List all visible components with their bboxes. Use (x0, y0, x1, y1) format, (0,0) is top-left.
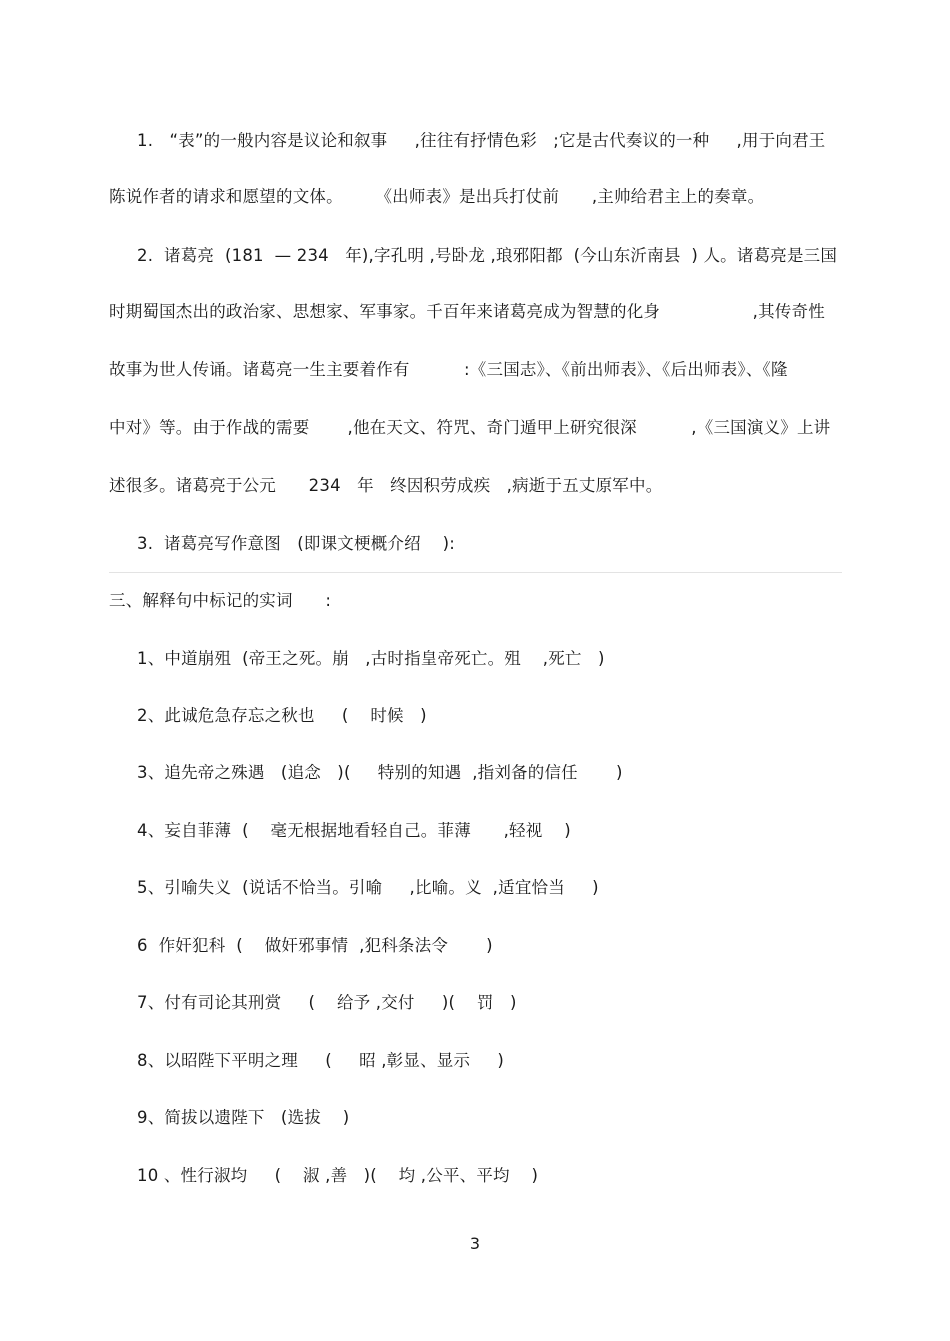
section-divider (109, 572, 842, 573)
list-item: 3、追先帝之殊遇 (追念 )( 特别的知遇 ,指刘备的信任 ) (137, 763, 623, 782)
paragraph-1-line-2: 陈说作者的请求和愿望的文体。 《出师表》是出兵打仗前 ,主帅给君主上的奏章。 (109, 187, 765, 206)
paragraph-2-line-1: 2. 诸葛亮 (181 — 234 年),字孔明 ,号卧龙 ,琅邪阳都 (今山东沂南县 ) 人。诸葛亮是三国 (137, 246, 838, 265)
list-item: 8、以昭陛下平明之理 ( 昭 ,彰显、显示 ) (137, 1051, 505, 1070)
section-3-heading: 三、解释句中标记的实词 : (109, 591, 332, 610)
paragraph-2-line-3: 故事为世人传诵。诸葛亮一生主要着作有 :《三国志》、《前出师表》、《后出师表》、《隆 (109, 360, 788, 379)
paragraph-1-line-1: 1. “表”的一般内容是议论和叙事 ,往往有抒情色彩 ;它是古代奏议的一种 ,用于向君王 (137, 131, 826, 150)
paragraph-2-line-2: 时期蜀国杰出的政治家、思想家、军事家。千百年来诸葛亮成为智慧的化身 ,其传奇性 (109, 302, 825, 321)
list-item: 9、简拔以遗陛下 (选拔 ) (137, 1108, 350, 1127)
list-item: 6 作奸犯科 ( 做奸邪事情 ,犯科条法令 ) (137, 936, 493, 955)
list-item: 2、此诚危急存忘之秋也 ( 时候 ) (137, 706, 427, 725)
list-item: 1、中道崩殂 (帝王之死。崩 ,古时指皇帝死亡。殂 ,死亡 ) (137, 649, 605, 668)
paragraph-2-line-5: 述很多。诸葛亮于公元 234 年 终因积劳成疾 ,病逝于五丈原军中。 (109, 476, 663, 495)
list-item: 4、妄自菲薄 ( 毫无根据地看轻自己。菲薄 ,轻视 ) (137, 821, 571, 840)
list-item: 7、付有司论其刑赏 ( 给予 ,交付 )( 罚 ) (137, 993, 517, 1012)
list-item: 10 、性行淑均 ( 淑 ,善 )( 均 ,公平、平均 ) (137, 1166, 539, 1185)
paragraph-2-line-4: 中对》等。由于作战的需要 ,他在天文、符咒、奇门遁甲上研究很深 ,《三国演义》上讲 (109, 418, 831, 437)
paragraph-3: 3. 诸葛亮写作意图 (即课文梗概介绍 ): (137, 534, 455, 553)
list-item: 5、引喻失义 (说话不恰当。引喻 ,比喻。义 ,适宜恰当 ) (137, 878, 599, 897)
page-number: 3 (469, 1234, 481, 1253)
